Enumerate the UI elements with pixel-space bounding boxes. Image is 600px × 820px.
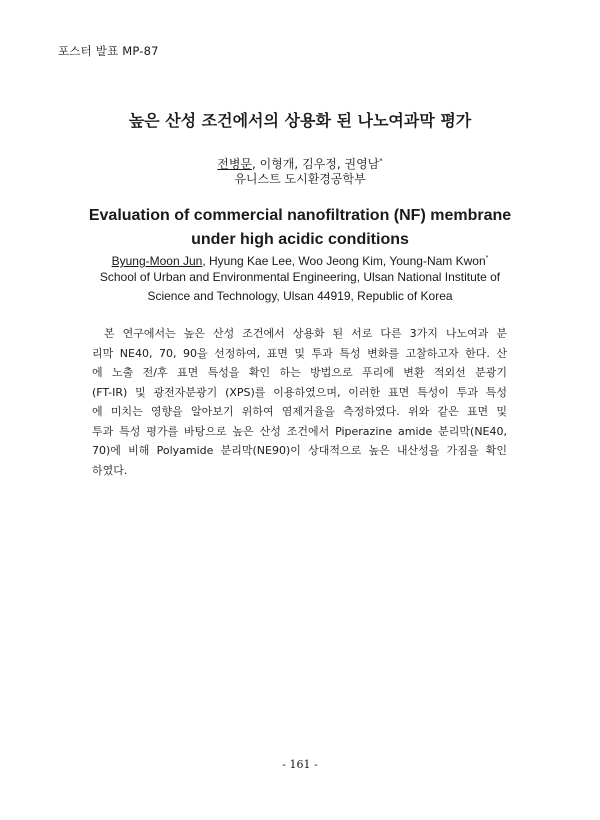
english-first-author: Byung-Moon Jun [111, 254, 203, 268]
korean-first-author: 전병문 [217, 157, 253, 171]
korean-coauthors: , 이형개, 김우정, 권영남 [252, 157, 380, 171]
abstract [92, 324, 507, 480]
english-affiliation-line-2: Science and Technology, Ulsan 44919, Republic of Korea [147, 289, 453, 303]
english-title-line-2: under high acidic conditions [191, 231, 409, 248]
english-affiliation-line-1: School of Urban and Environmental Engineering, Ulsan National Institute of [99, 270, 501, 284]
english-affiliation [90, 268, 510, 306]
english-title-line-1: Evaluation of commercial nanofiltration (NF) membrane [88, 207, 512, 224]
korean-corresponding-mark: * [379, 157, 383, 165]
english-authors [0, 250, 600, 270]
abstract-line: 70)에 비해 Polyamide 분리막(NE90)이 상대적으로 높은 내산성을 가짐을 확인 [92, 444, 507, 457]
abstract-line: 본 연구에서는 높은 산성 조건에서 상용화 된 서로 다른 3가지 나노여과 분 [104, 327, 507, 340]
abstract-line: 투과 특성 평가를 바탕으로 높은 산성 조건에서 Piperazine amide 분리막(NE40, [92, 424, 507, 438]
page-number: - 161 - [282, 758, 318, 771]
english-coauthors: , Hyung Kae Lee, Woo Jeong Kim, Young-Nam Kwon [202, 254, 486, 268]
abstract-line: (FT-IR) 및 광전자분광기 (XPS)를 이용하였으며, 이러한 표면 특성이 투과 특성 [92, 385, 507, 399]
abstract-line: 하였다. [92, 463, 128, 477]
poster-session-tag: 포스터 발표 MP-87 [58, 44, 159, 58]
abstract-line: 리막 NE40, 70, 90을 선정하여, 표면 및 투과 특성 변화를 고찰하고자 한다. 산 [92, 346, 507, 360]
english-corresponding-mark: * [485, 255, 489, 262]
english-title [0, 204, 600, 252]
korean-title: 높은 산성 조건에서의 상용화 된 나노여과막 평가 [128, 111, 472, 130]
abstract-line: 에 노출 전/후 표면 특성을 확인 하는 방법으로 푸리에 변환 적외선 분광기 [92, 366, 507, 379]
abstract-line: 에 미치는 영향을 알아보기 위하여 염제거율을 측정하였다. 위와 같은 표면 및 [92, 405, 507, 418]
korean-affiliation: 유니스트 도시환경공학부 [234, 172, 366, 186]
